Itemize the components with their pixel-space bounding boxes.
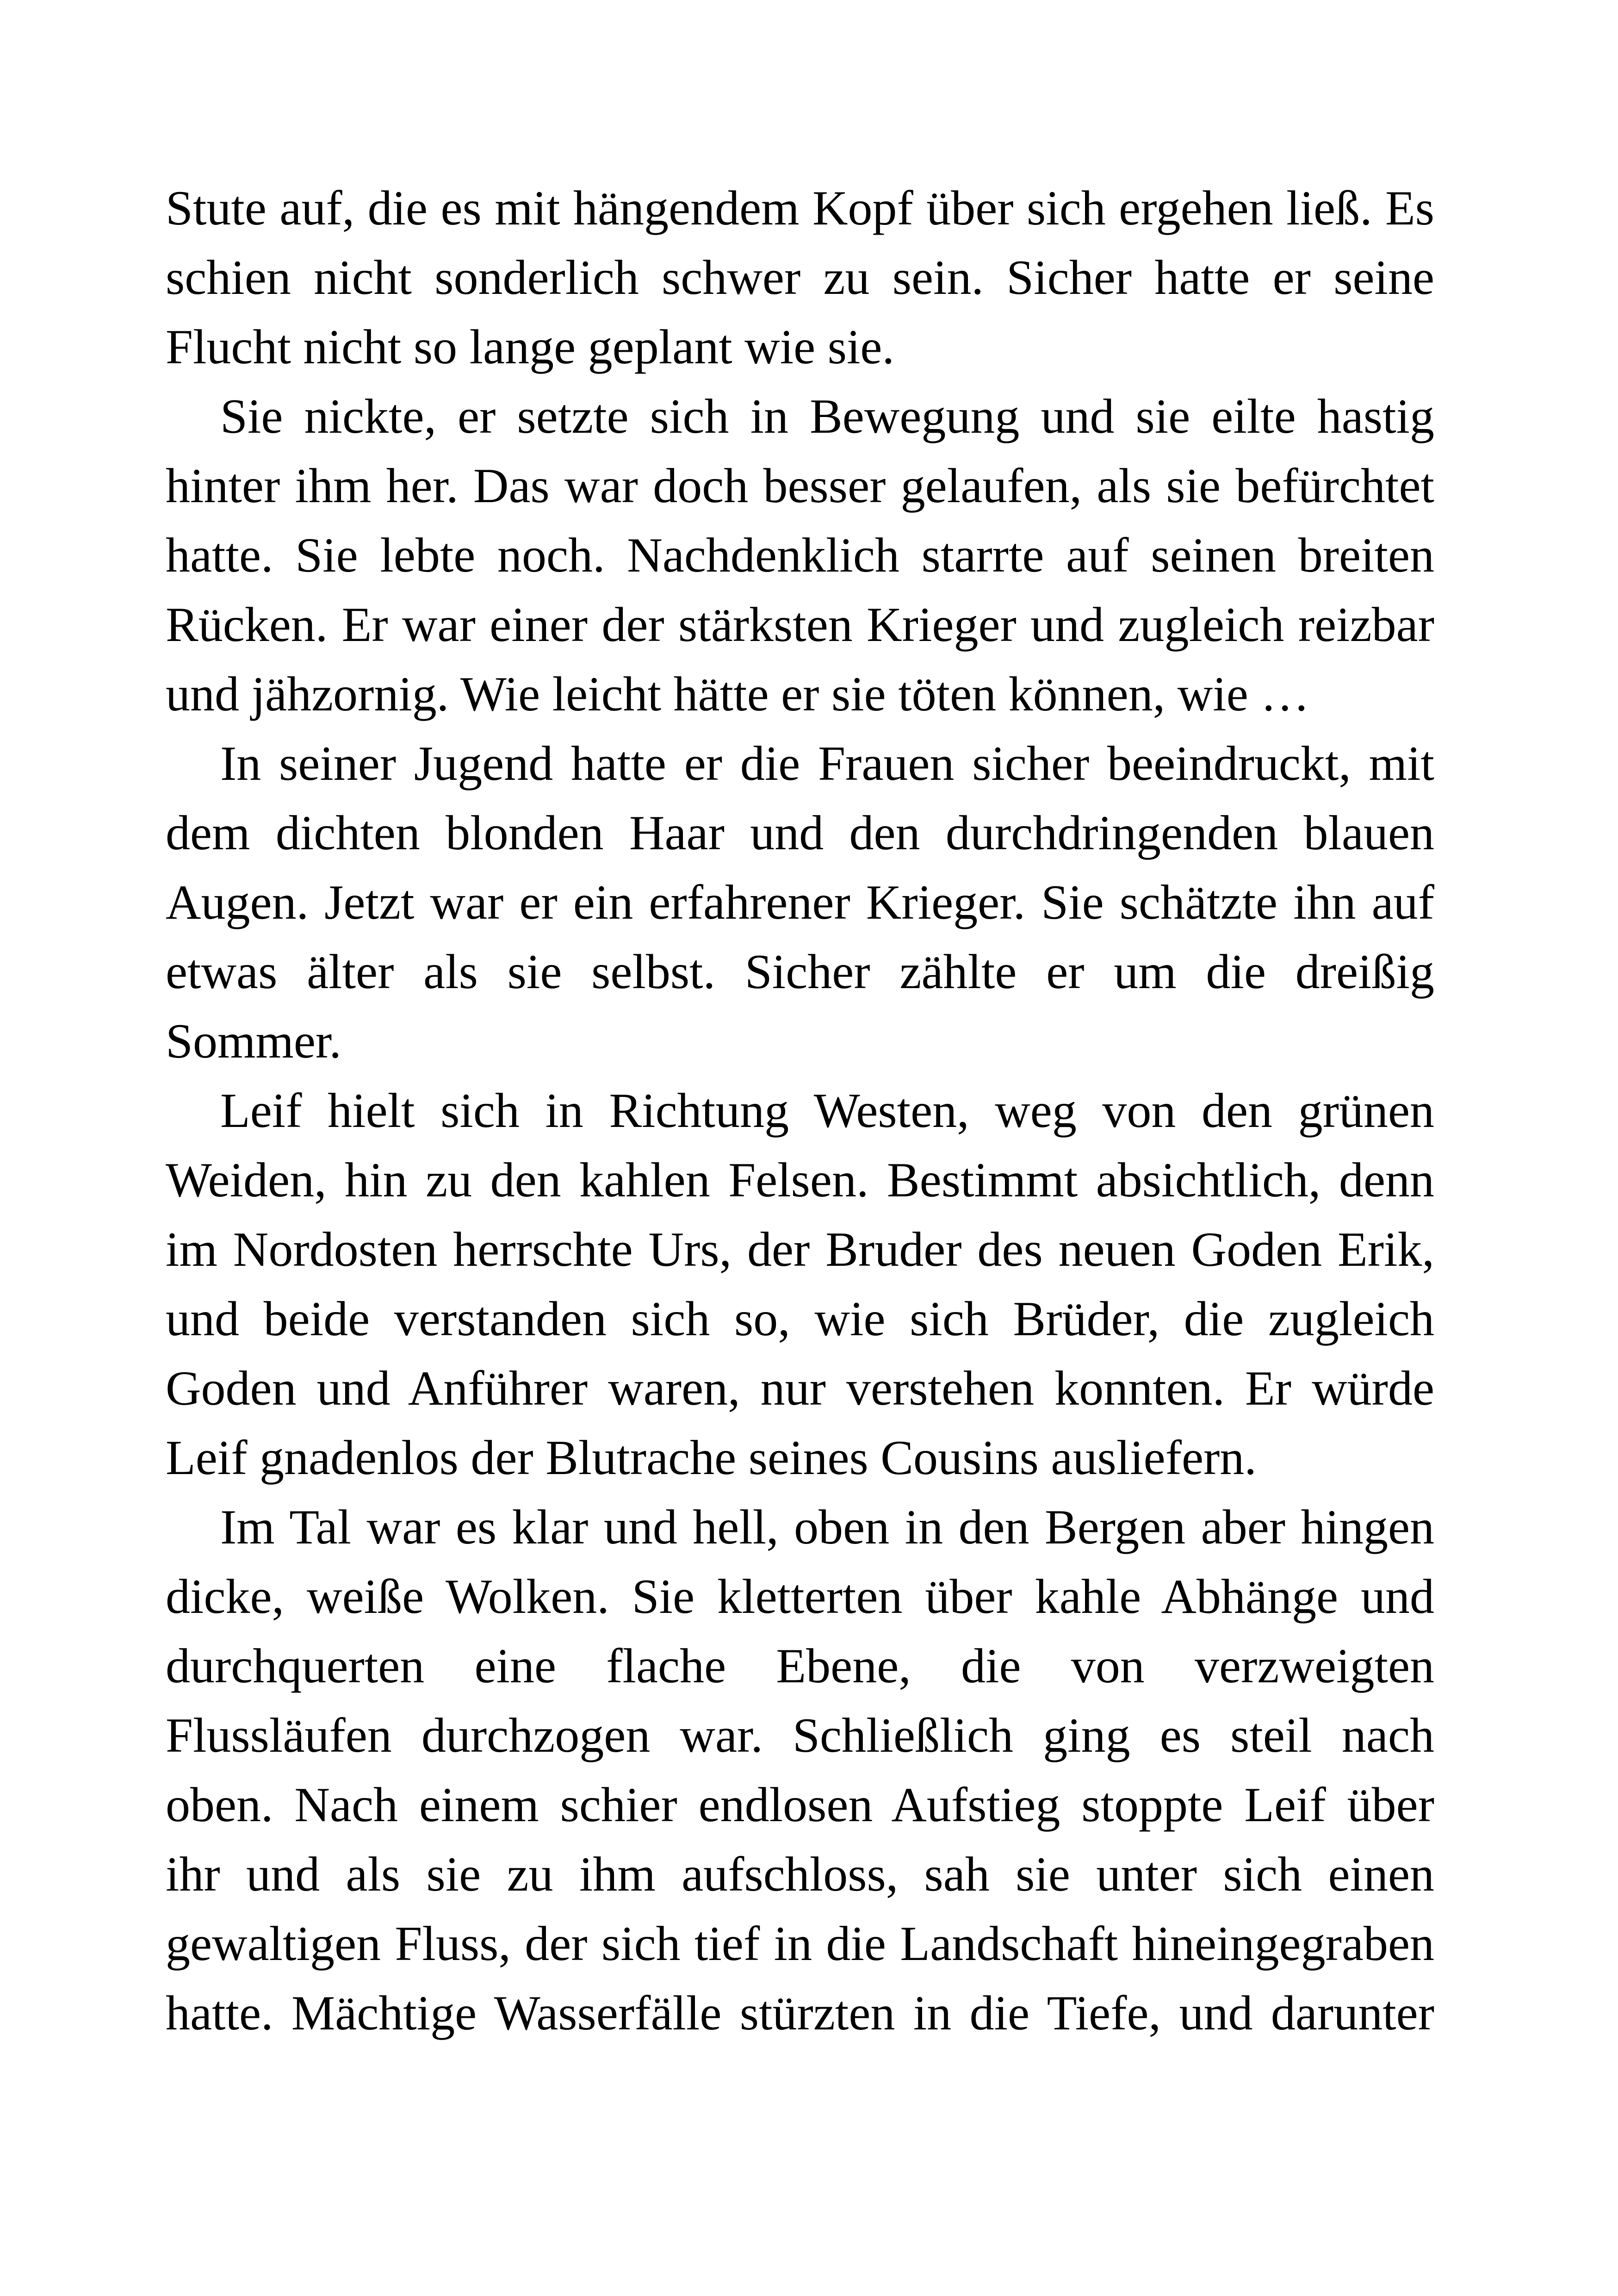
text-line: Flussläufen durchzogen war. Schließlich ging es steil nach [166, 1708, 1434, 1762]
text-line: Im Tal war es klar und hell, oben in den Bergen aber hingen [220, 1500, 1434, 1554]
text-line: Goden und Anführer waren, nur verstehen konnten. Er würde [166, 1361, 1434, 1415]
text-line: Sommer. [166, 1014, 341, 1068]
text-line: Sie nickte, er setzte sich in Bewegung und sie eilte hastig [220, 389, 1434, 443]
text-line: Rücken. Er war einer der stärksten Krieger und zugleich reizbar [166, 597, 1434, 652]
text-line: Leif hielt sich in Richtung Westen, weg von den grünen [220, 1083, 1434, 1138]
text-line: Flucht nicht so lange geplant wie sie. [166, 320, 894, 374]
text-line: durchquerten eine flache Ebene, die von verzweigten [166, 1639, 1434, 1693]
text-line: Leif gnadenlos der Blutrache seines Cousins ausliefern. [166, 1431, 1257, 1485]
text-line: In seiner Jugend hatte er die Frauen sicher beeindruckt, mit [220, 736, 1434, 790]
text-line: und beide verstanden sich so, wie sich Brüder, die zugleich [166, 1292, 1434, 1346]
text-line: etwas älter als sie selbst. Sicher zählte er um die dreißig [166, 945, 1434, 999]
text-line: dem dichten blonden Haar und den durchdringenden blauen [166, 806, 1434, 860]
text-line: im Nordosten herrschte Urs, der Bruder des neuen Goden Erik, [166, 1222, 1434, 1276]
text-line: hinter ihm her. Das war doch besser gelaufen, als sie befürchtet [166, 459, 1434, 513]
text-line: Augen. Jetzt war er ein erfahrener Krieger. Sie schätzte ihn auf [166, 875, 1434, 929]
text-line: schien nicht sonderlich schwer zu sein. Sicher hatte er seine [166, 250, 1434, 305]
text-line: Weiden, hin zu den kahlen Felsen. Bestimmt absichtlich, denn [166, 1153, 1434, 1207]
text-line: dicke, weiße Wolken. Sie kletterten über kahle Abhänge und [166, 1569, 1434, 1624]
text-line: und jähzornig. Wie leicht hätte er sie töten können, wie … [166, 667, 1310, 721]
text-line: Stute auf, die es mit hängendem Kopf über sich ergehen ließ. Es [166, 181, 1434, 235]
text-line: hatte. Sie lebte noch. Nachdenklich starrte auf seinen breiten [166, 528, 1434, 582]
text-line: gewaltigen Fluss, der sich tief in die Landschaft hineingegraben [166, 1916, 1434, 1971]
text-line: ihr und als sie zu ihm aufschloss, sah sie unter sich einen [166, 1847, 1434, 1901]
text-line: hatte. Mächtige Wasserfälle stürzten in die Tiefe, und darunter [166, 1986, 1434, 2040]
text-line: oben. Nach einem schier endlosen Aufstieg stoppte Leif über [166, 1778, 1434, 1832]
